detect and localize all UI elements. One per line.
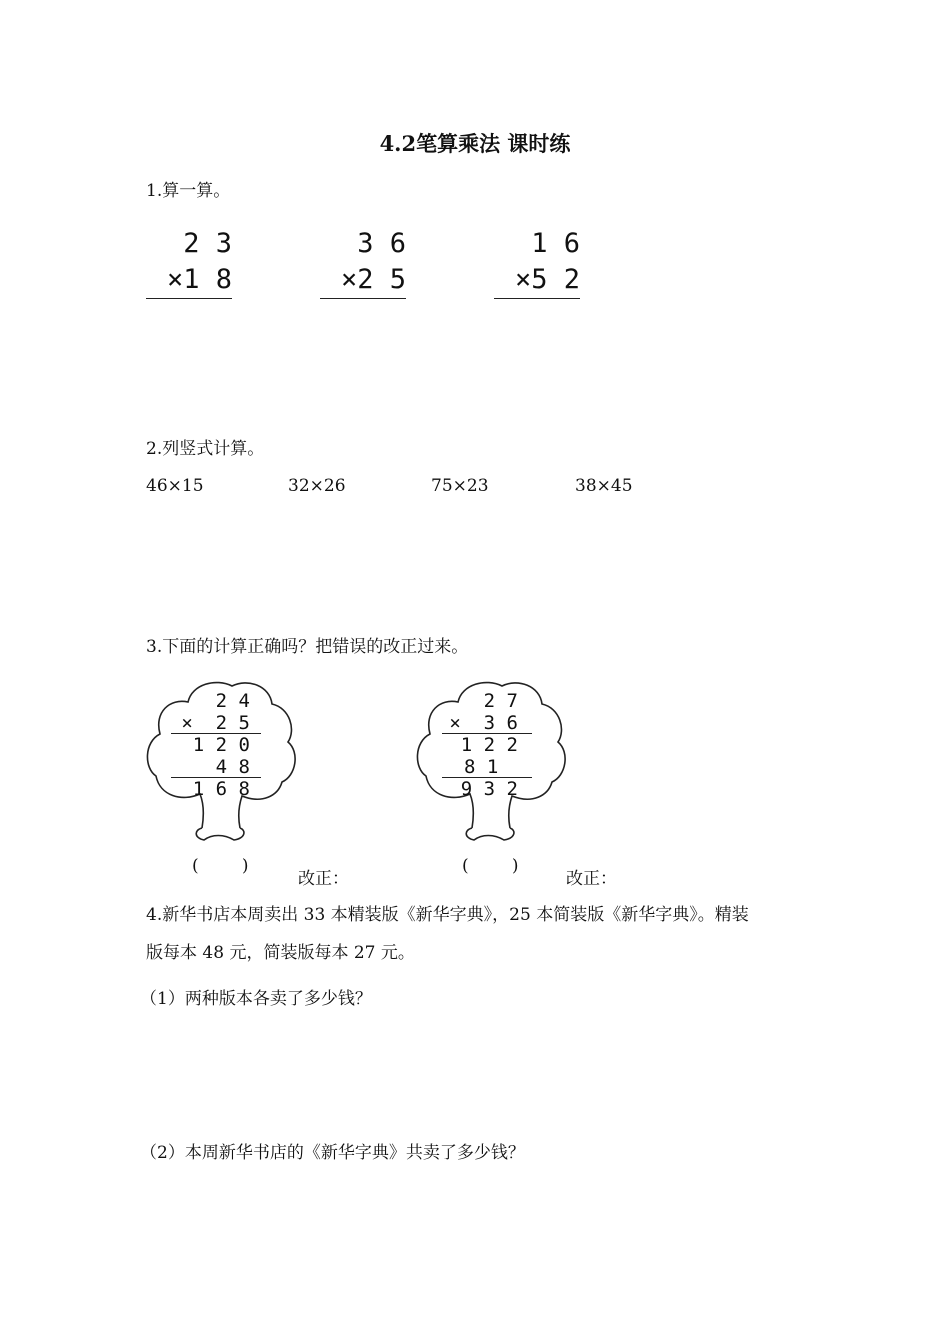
tree-2-rule-2 xyxy=(442,777,532,778)
tree-1-rule-2 xyxy=(171,777,261,778)
tree-1-partial-2: 4 8 xyxy=(215,756,250,778)
q2-expr-3: 75×23 xyxy=(431,476,489,496)
q3-label: 3.下面的计算正确吗？把错误的改正过来。 xyxy=(146,637,469,657)
tree-1-partial-1: 1 2 0 xyxy=(192,734,250,756)
tree-2-answer-paren[interactable]: ( ) xyxy=(462,856,519,876)
q1-label: 1.算一算。 xyxy=(146,181,231,201)
tree-1-answer-paren[interactable]: ( ) xyxy=(192,856,249,876)
vertical-problem-2 xyxy=(320,226,406,299)
q4-text xyxy=(146,896,826,972)
tree-1-result: 1 6 8 xyxy=(192,778,250,800)
tree-1-rule-1 xyxy=(171,733,261,734)
problem-2-bottom: ×2 5 xyxy=(340,264,406,295)
q4-sub-2: （2）本周新华书店的《新华字典》共卖了多少钱？ xyxy=(140,1143,525,1163)
tree-2-partial-1: 1 2 2 xyxy=(460,734,518,756)
tree-2-rule-1 xyxy=(442,733,532,734)
tree-1-calc xyxy=(176,690,264,800)
tree-2-fix-label: 改正： xyxy=(566,869,617,889)
vertical-problem-3 xyxy=(494,226,580,299)
tree-2-factor-b: × 3 6 xyxy=(449,712,518,734)
problem-3-bottom: ×5 2 xyxy=(514,264,580,295)
tree-2-partial-2: 8 1 xyxy=(464,756,499,778)
problem-1-rule xyxy=(146,298,232,299)
problem-2-rule xyxy=(320,298,406,299)
problem-3-rule xyxy=(494,298,580,299)
tree-1-factor-b: × 2 5 xyxy=(181,712,250,734)
problem-3-top: 1 6 xyxy=(531,228,580,259)
vertical-problem-1 xyxy=(146,226,232,299)
page-title: 4.2笔算乘法 课时练 xyxy=(379,131,571,156)
problem-1-top: 2 3 xyxy=(183,228,232,259)
q2-expr-4: 38×45 xyxy=(575,476,633,496)
q2-expr-1: 46×15 xyxy=(146,476,204,496)
problem-2-top: 3 6 xyxy=(357,228,406,259)
problem-1-bottom: ×1 8 xyxy=(166,264,232,295)
q2-label: 2.列竖式计算。 xyxy=(146,439,265,459)
tree-2-result: 9 3 2 xyxy=(460,778,518,800)
tree-1-factor-a: 2 4 xyxy=(215,690,250,712)
q4-text-line-2: 版每本 48 元，简装版每本 27 元。 xyxy=(146,943,415,963)
tree-2-factor-a: 2 7 xyxy=(483,690,518,712)
tree-2-calc xyxy=(444,690,532,800)
q4-sub-1: （1）两种版本各卖了多少钱？ xyxy=(140,989,372,1009)
q4-text-line-1: 4.新华书店本周卖出 33 本精装版《新华字典》，25 本简装版《新华字典》。精装 xyxy=(146,905,749,925)
tree-1-fix-label: 改正： xyxy=(298,869,349,889)
q2-expr-2: 32×26 xyxy=(288,476,346,496)
